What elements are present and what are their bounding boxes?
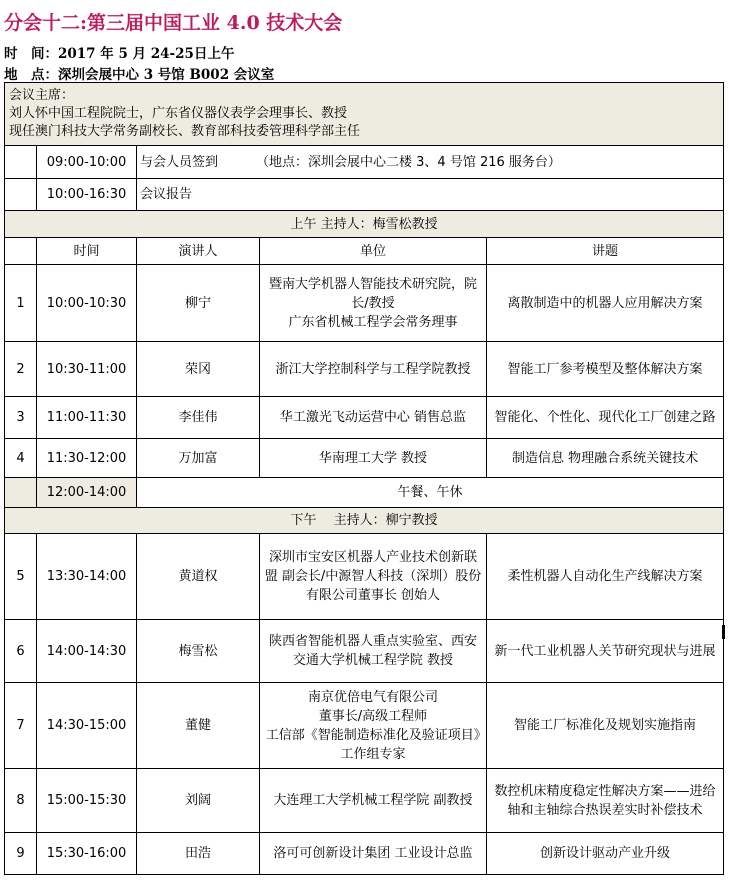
session-header-morning: 上午 主持人：梅雪松教授 [5,211,724,238]
row-number: 7 [5,683,37,769]
agenda-item: 会议报告 [137,179,724,211]
unit: 南京优倍电气有限公司 董事长/高级工程师 工信部《智能制造标准化及验证项目》工作组专家 [260,683,487,769]
row-number: 3 [5,397,37,439]
talk-time: 15:00-15:30 [37,769,137,833]
unit: 华南理工大学 教授 [260,439,487,478]
opening-row [5,179,724,211]
chair-cell [5,83,724,146]
talk-row [5,833,724,875]
row-number: 5 [5,534,37,620]
topic: 柔性机器人自动化生产线解决方案 [487,534,724,620]
topic: 智能化、个性化、现代化工厂创建之路 [487,397,724,439]
row-number: 6 [5,620,37,683]
talk-row [5,534,724,620]
speaker: 董健 [137,683,260,769]
speaker: 万加富 [137,439,260,478]
talk-time: 11:00-11:30 [37,397,137,439]
speaker: 荣冈 [137,342,260,397]
unit: 暨南大学机器人智能技术研究院，院长/教授 广东省机械工程学会常务理事 [260,265,487,342]
topic: 创新设计驱动产业升级 [487,833,724,875]
blank-cell [5,146,37,179]
agenda-cell [137,146,724,179]
header-cell: 讲题 [487,238,724,265]
header-cell: 单位 [260,238,487,265]
talk-time: 10:30-11:00 [37,342,137,397]
unit: 深圳市宝安区机器人产业技术创新联盟 副会长/中源智人科技（深圳）股份有限公司董事长 创始人 [260,534,487,620]
unit: 华工激光飞动运营中心 销售总监 [260,397,487,439]
speaker: 梅雪松 [137,620,260,683]
talk-time: 14:00-14:30 [37,620,137,683]
talk-time: 11:30-12:00 [37,439,137,478]
talk-row [5,265,724,342]
talk-row [5,683,724,769]
row-number: 1 [5,265,37,342]
topic: 制造信息 物理融合系统关键技术 [487,439,724,478]
agenda-note: （地点：深圳会展中心二楼 3、4 号馆 216 服务台） [256,154,561,170]
talk-row [5,769,724,833]
agenda-item: 与会人员签到 [140,154,219,170]
talk-row [5,439,724,478]
talk-time: 15:30-16:00 [37,833,137,875]
talk-row [5,342,724,397]
blank-cell [5,478,37,508]
talk-row [5,620,724,683]
talk-row [5,397,724,439]
unit: 陕西省智能机器人重点实验室、西安交通大学机械工程学院 教授 [260,620,487,683]
speaker: 黄道权 [137,534,260,620]
chair-heading: 会议主席： [9,88,75,103]
unit: 洛可可创新设计集团 工业设计总监 [260,833,487,875]
unit: 大连理工大学机械工程学院 副教授 [260,769,487,833]
opening-row [5,146,724,179]
time-value: 2017 年 5 月 24-25日上午 [58,46,235,62]
topic: 数控机床精度稳定性解决方案——进给轴和主轴综合热误差实时补偿技术 [487,769,724,833]
row-number: 4 [5,439,37,478]
header-cell [5,238,37,265]
time-cell: 10:00-16:30 [37,179,137,211]
time-label: 时 间： [4,46,58,62]
chair-row [5,83,724,146]
speaker: 刘阔 [137,769,260,833]
page-title: 分会十二:第三届中国工业 4.0 技术大会 [4,12,343,34]
session-row [5,508,724,534]
talk-time: 13:30-14:00 [37,534,137,620]
header-cell: 演讲人 [137,238,260,265]
chair-line: 现任澳门科技大学常务副校长、教育部科技委管理科学部主任 [9,124,361,139]
lunch-time: 12:00-14:00 [37,478,137,508]
talk-time: 10:00-10:30 [37,265,137,342]
topic: 新一代工业机器人关节研究现状与进展 [487,620,724,683]
header-cell: 时间 [37,238,137,265]
speaker: 李佳伟 [137,397,260,439]
blank-cell [5,179,37,211]
topic: 离散制造中的机器人应用解决方案 [487,265,724,342]
lunch-label: 午餐、午休 [137,478,724,508]
chair-line: 刘人怀中国工程院院士，广东省仪器仪表学会理事长、教授 [9,106,348,121]
time-line [4,42,234,62]
schedule-table [4,82,724,875]
speaker: 田浩 [137,833,260,875]
row-number: 2 [5,342,37,397]
session-row [5,211,724,238]
unit: 浙江大学控制科学与工程学院教授 [260,342,487,397]
row-number: 8 [5,769,37,833]
speaker: 柳宁 [137,265,260,342]
place-line [4,63,274,83]
place-label: 地 点： [4,67,58,83]
time-cell: 09:00-10:00 [37,146,137,179]
talk-time: 14:30-15:00 [37,683,137,769]
row-number: 9 [5,833,37,875]
session-header-afternoon: 下午 主持人：柳宁教授 [5,508,724,534]
column-header-row [5,238,724,265]
margin-mark [722,625,725,639]
place-value: 深圳会展中心 3 号馆 B002 会议室 [58,67,275,83]
lunch-row [5,478,724,508]
topic: 智能工厂标准化及规划实施指南 [487,683,724,769]
topic: 智能工厂参考模型及整体解决方案 [487,342,724,397]
